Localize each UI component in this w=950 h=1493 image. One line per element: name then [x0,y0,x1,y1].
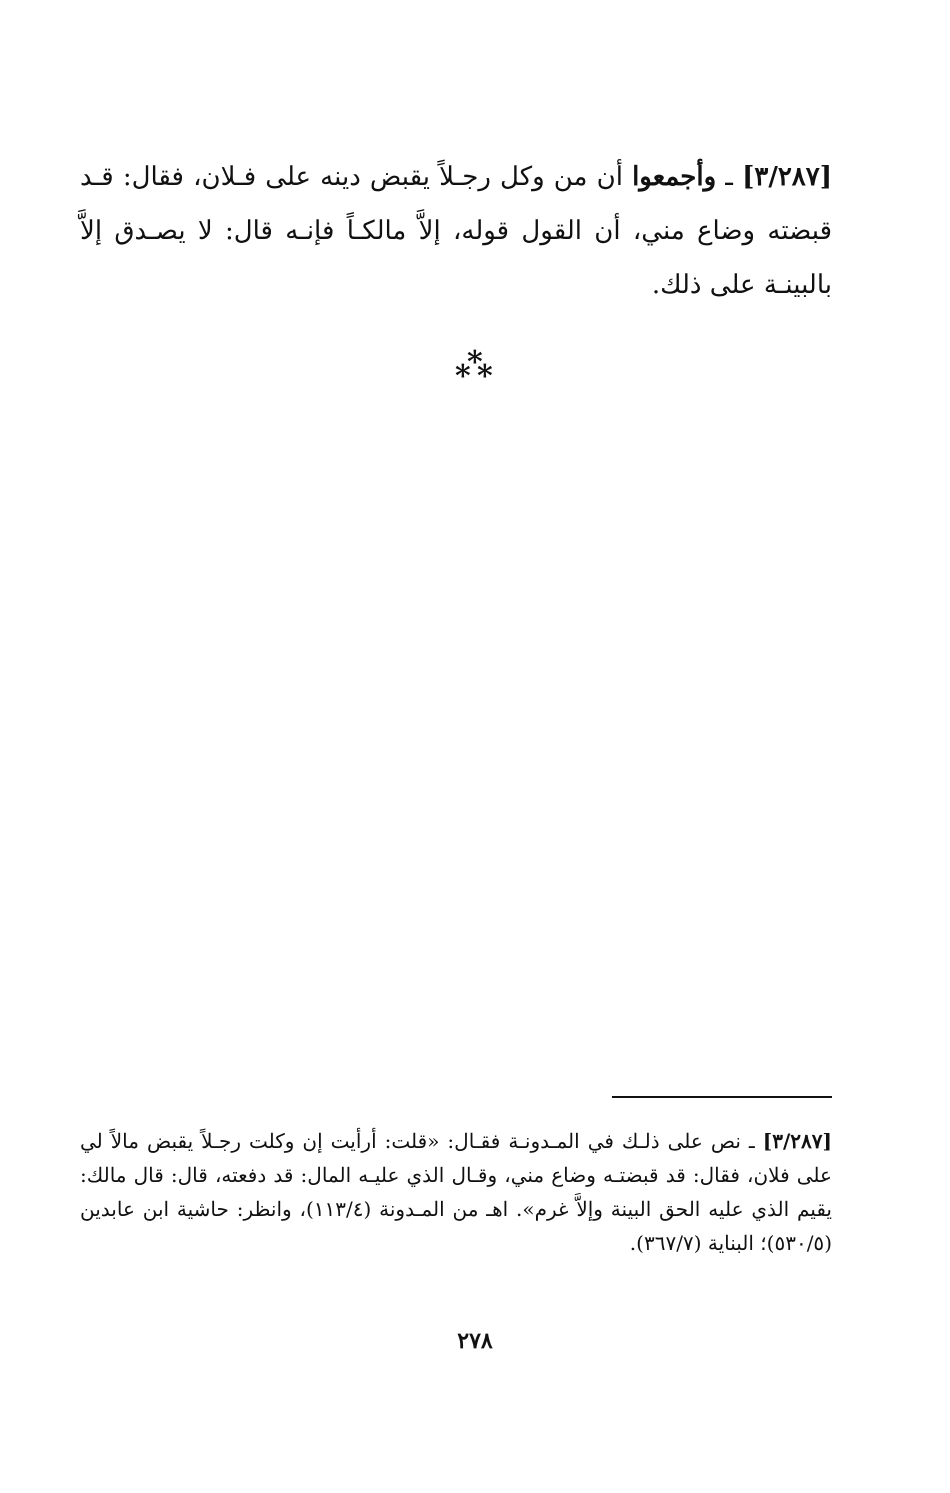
star-left: * [455,359,471,394]
star-right: * [477,359,493,394]
footnote-text: نص على ذلـك في المـدونـة فقـال: «قلت: أرأيت إن وكلت رجـلاً يقبض مالاً لي على فلان، فقال: قد قبضتـه وضاع مني، وقـال الذي عليـه المال: قد دفعته، قال: قال مالك: يقيم الذي عليه الحق البينة وإلاَّ غرم». اهـ من المـدونة (١١٣/٤)، وانظر: حاشية ابن عابدين (٥٣٠/٥)؛ البناية (٣٦٧/٧). [80,1129,832,1255]
asterism-icon [455,345,495,394]
entry-number: [٣/٢٨٧] [742,162,833,192]
footnote-dash: ـ [748,1129,755,1153]
page-number: ٢٧٨ [457,1328,493,1354]
entry-dash: ـ [725,162,733,192]
star-top: * [467,345,483,380]
footnote-paragraph [80,1124,832,1260]
footnote-entry-number: [٣/٢٨٧] [762,1129,832,1153]
entry-text: أن من وكل رجـلاً يقبض دينه على فـلان، فقال: قـد قبضته وضاع مني، أن القول قوله، إلاَّ مالكـاً فإنـه قال: لا يصـدق إلاَّ بالبينـة على ذلك. [80,162,832,300]
main-paragraph [80,150,832,312]
footnote-divider [612,1096,832,1098]
entry-keyword: وأجمعوا [632,162,717,192]
section-separator [0,345,950,394]
